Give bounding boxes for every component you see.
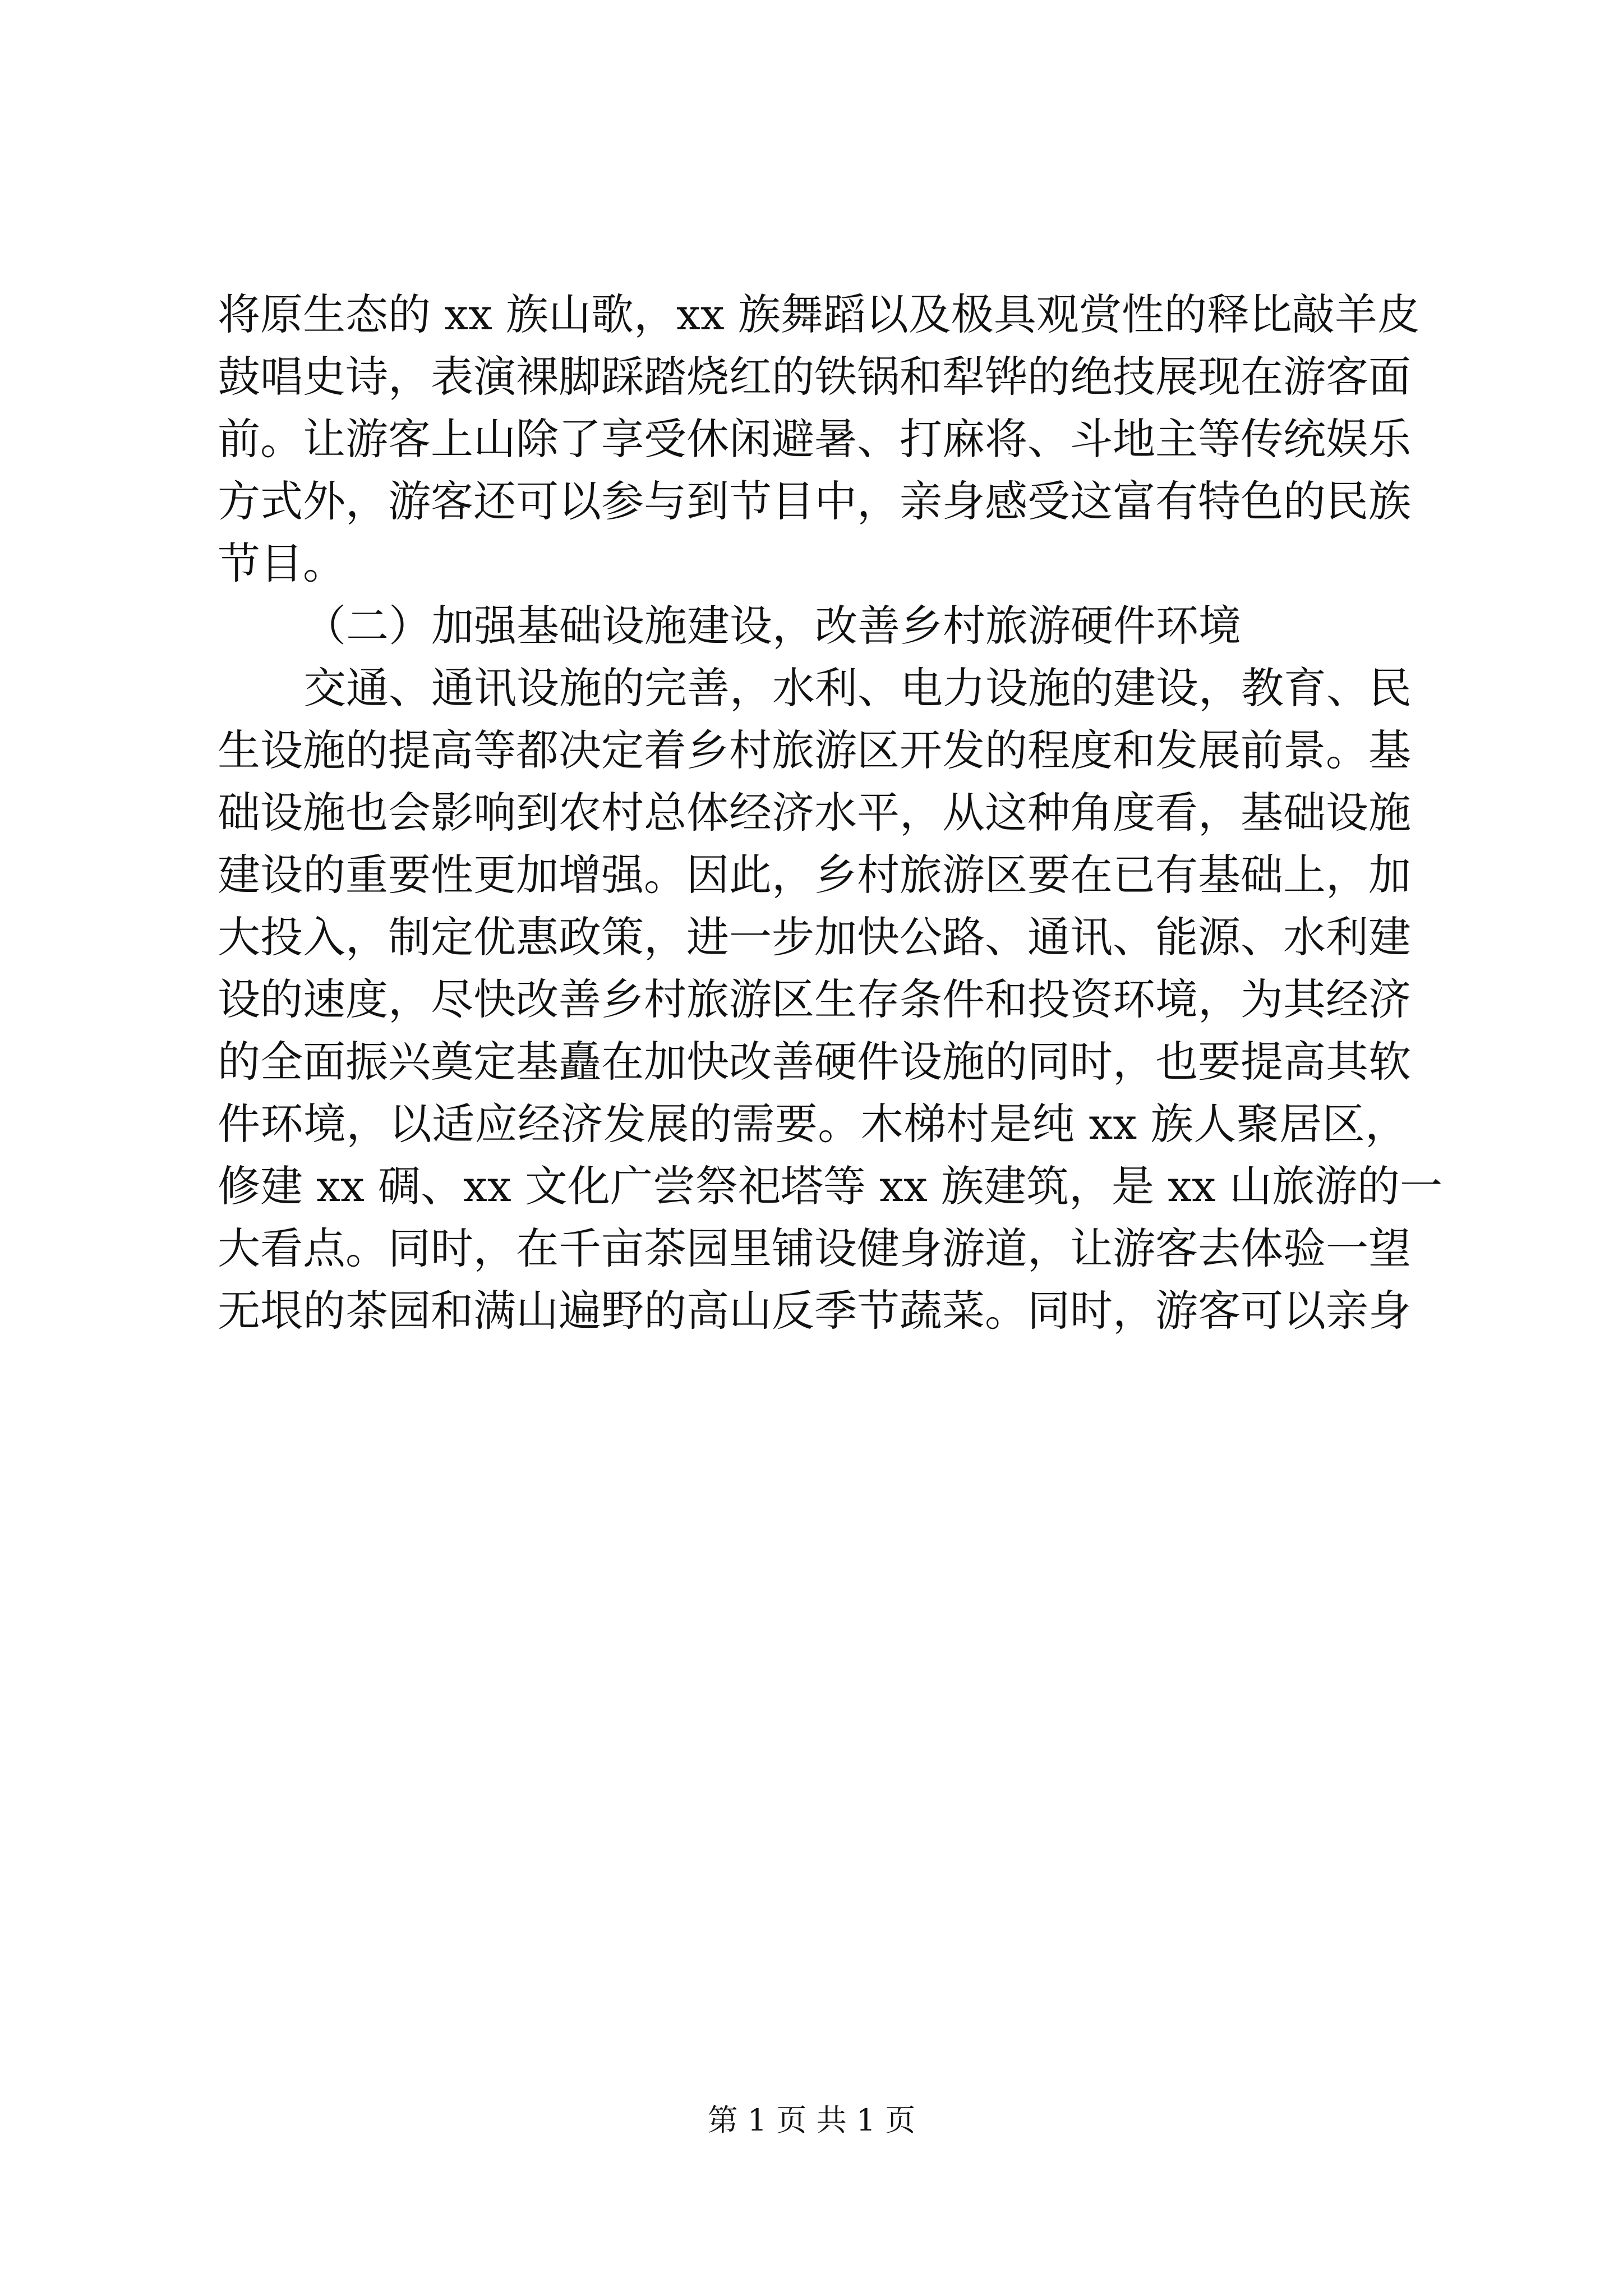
paragraph1-line-1: 将原生态的 xx 族山歌，xx 族舞蹈以及极具观赏性的释比敲羊皮 [218, 289, 1420, 339]
paragraph2-line-2: 生设施的提高等都决定着乡村旅游区开发的程度和发展前景。基 [218, 725, 1411, 775]
paragraph2-line-11: 无垠的茶园和满山遍野的高山反季节蔬菜。同时，游客可以亲身 [218, 1286, 1411, 1336]
paragraph1-line-5: 节目。 [218, 539, 345, 588]
paragraph1-line-3: 前。让游客上山除了享受休闲避暑、打麻将、斗地主等传统娱乐 [218, 414, 1411, 464]
section-heading: （二）加强基础设施建设，改善乡村旅游硬件环境 [303, 601, 1241, 651]
paragraph2-line-7: 的全面振兴奠定基矗在加快改善硬件设施的同时，也要提高其软 [218, 1037, 1411, 1087]
paragraph2-line-5: 大投入，制定优惠政策，进一步加快公路、通讯、能源、水利建 [218, 912, 1411, 962]
paragraph1-line-4: 方式外，游客还可以参与到节目中，亲身感受这富有特色的民族 [218, 476, 1411, 526]
paragraph1-line-2: 鼓唱史诗，表演裸脚踩踏烧红的铁锅和犁铧的绝技展现在游客面 [218, 352, 1411, 402]
paragraph2-line-6: 设的速度，尽快改善乡村旅游区生存条件和投资环境，为其经济 [218, 974, 1411, 1024]
paragraph2-line-1: 交通、通讯设施的完善，水利、电力设施的建设，教育、民 [303, 663, 1412, 713]
paragraph2-line-4: 建设的重要性更加增强。因此，乡村旅游区要在已有基础上，加 [218, 850, 1411, 900]
paragraph2-line-8: 件环境，以适应经济发展的需要。木梯村是纯 xx 族人聚居区， [218, 1099, 1408, 1149]
paragraph2-line-3: 础设施也会影响到农村总体经济水平，从这种角度看，基础设施 [218, 788, 1411, 838]
paragraph2-line-10: 大看点。同时，在千亩茶园里铺设健身游道，让游客去体验一望 [218, 1223, 1411, 1273]
paragraph2-line-9: 修建 xx 碉、xx 文化广尝祭祀塔等 xx 族建筑，是 xx 山旅游的一 [218, 1161, 1442, 1211]
page-footer: 第 1 页 共 1 页 [707, 2102, 916, 2138]
